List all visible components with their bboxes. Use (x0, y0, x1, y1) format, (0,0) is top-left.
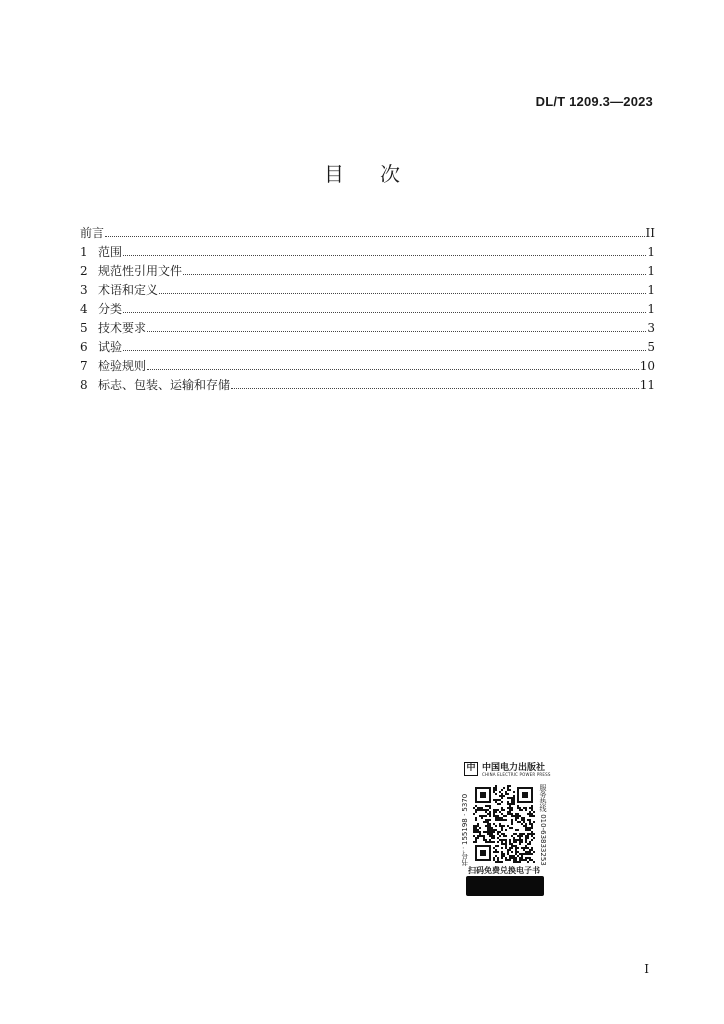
toc-title: 目次 (324, 162, 436, 186)
toc-entry[interactable] (80, 224, 655, 243)
toc-leader-dots (123, 255, 646, 256)
toc-entry-label: 试验 (98, 340, 123, 354)
toc-entry-page: 1 (647, 283, 655, 297)
toc-entry-label: 分类 (98, 302, 123, 316)
toc-entry-number: 4 (80, 302, 88, 316)
toc-entry-number: 8 (80, 378, 88, 392)
toc-entry-page: 1 (647, 302, 655, 316)
toc-entry[interactable] (80, 281, 655, 300)
publisher-name: 中国电力出版社 (482, 763, 546, 773)
toc-entry-number: 5 (80, 321, 88, 335)
toc-leader-dots (105, 236, 645, 237)
toc-entry[interactable] (80, 243, 655, 262)
toc-entry[interactable] (80, 319, 655, 338)
toc-entry-label: 检验规则 (98, 359, 147, 373)
redaction-bar (466, 876, 544, 896)
toc-leader-dots (123, 312, 646, 313)
toc-leader-dots (183, 274, 646, 275)
book-number: 书号：155198 · 5370 (461, 793, 469, 866)
toc-entry-label: 标志、包装、运输和存储 (98, 378, 231, 392)
toc-leader-dots (147, 369, 639, 370)
toc-entry[interactable] (80, 376, 655, 395)
toc-entry-page: 1 (647, 245, 655, 259)
toc-entry-label: 技术要求 (98, 321, 147, 335)
toc-leader-dots (123, 350, 646, 351)
toc-entry[interactable] (80, 262, 655, 281)
toc-entry-page: 5 (647, 340, 655, 354)
toc-entry-label: 术语和定义 (98, 283, 159, 297)
standard-code: DL/T 1209.3—2023 (535, 94, 653, 109)
toc-entry[interactable] (80, 300, 655, 319)
toc-entry-label: 范围 (98, 245, 123, 259)
toc-entry-number: 3 (80, 283, 88, 297)
toc-entry-page: 3 (647, 321, 655, 335)
toc-entry-page: 10 (639, 359, 655, 373)
toc-entry-label: 前言 (80, 226, 105, 240)
toc-entry[interactable] (80, 338, 655, 357)
toc-entry-number: 1 (80, 245, 88, 259)
service-hotline: 服务热线 010-63833253 (539, 784, 547, 866)
toc-entry-number: 6 (80, 340, 88, 354)
table-of-contents (80, 224, 655, 395)
page-number: I (644, 962, 649, 976)
toc-leader-dots (159, 293, 646, 294)
publisher-name-en: CHINA ELECTRIC POWER PRESS (482, 772, 551, 777)
publisher-logo-icon: 中 (464, 762, 478, 776)
publisher-header (462, 758, 551, 782)
qr-code[interactable] (473, 785, 535, 863)
qr-sticker (461, 758, 551, 898)
toc-entry-number: 2 (80, 264, 88, 278)
toc-entry-page: II (645, 226, 655, 240)
qr-caption: 扫码免费兑换电子书 (468, 866, 540, 875)
toc-entry-label: 规范性引用文件 (98, 264, 183, 278)
toc-leader-dots (147, 331, 646, 332)
toc-entry[interactable] (80, 357, 655, 376)
toc-leader-dots (231, 388, 639, 389)
toc-entry-page: 11 (639, 378, 655, 392)
toc-entry-number: 7 (80, 359, 88, 373)
toc-entry-page: 1 (647, 264, 655, 278)
